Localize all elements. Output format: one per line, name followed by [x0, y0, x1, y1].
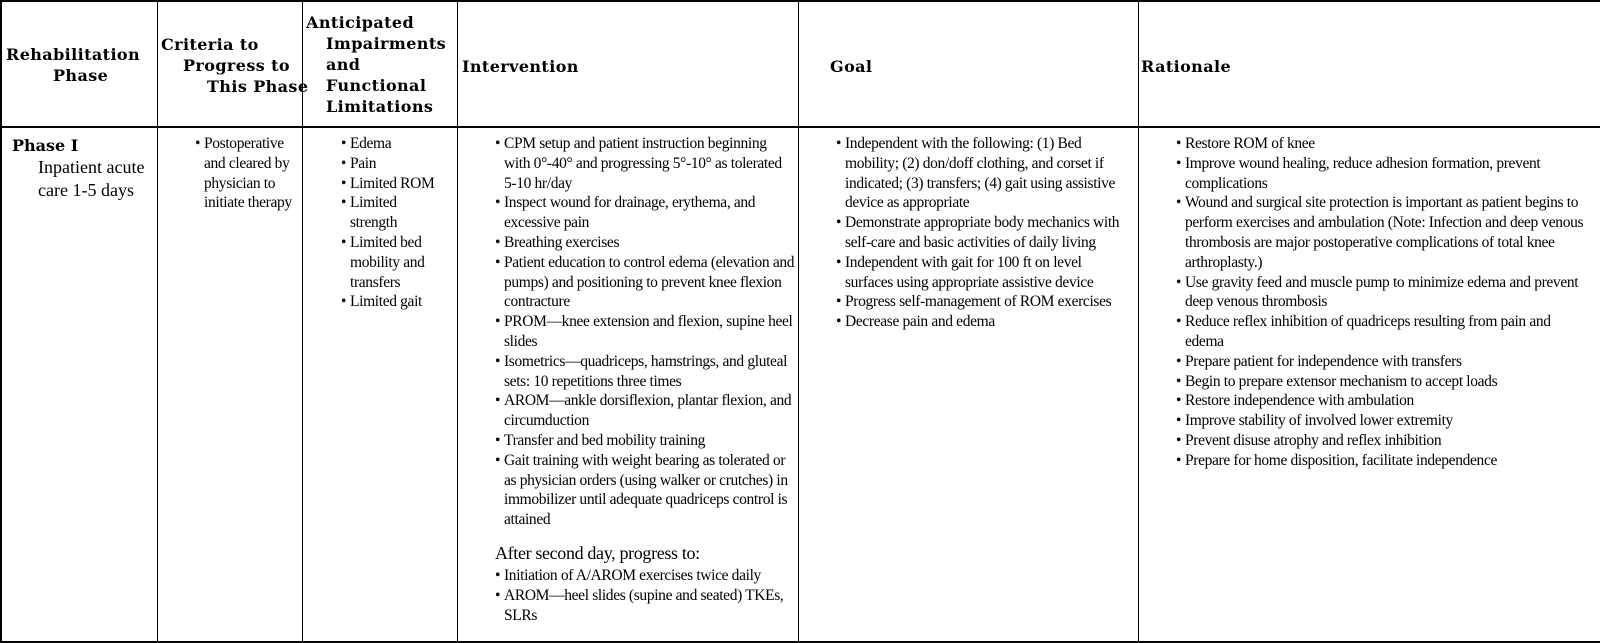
- column-divider: [1138, 0, 1139, 643]
- impairments-cell: [341, 134, 447, 312]
- list-item: • Independent with gait for 100 ft on level surfaces using appropriate assistive device: [836, 253, 1126, 293]
- list-item: • Independent with the following: (1) Bed mobility; (2) don/doff clothing, and corset if indicated; (3) transfers; (4) gait using assistive device as appropriate: [836, 134, 1126, 213]
- list-item: • Patient education to control edema (elevation and pumps) and positioning to prevent knee flexion contracture: [495, 253, 795, 312]
- header-goal: Goal: [830, 57, 873, 76]
- rationale-cell: [1176, 134, 1586, 471]
- header-divider: [0, 126, 1600, 128]
- list-item: • Prepare for home disposition, facilitate independence: [1176, 451, 1586, 471]
- list-item: • CPM setup and patient instruction beginning with 0°-40° and progressing 5°-10° as tolerated 5-10 hr/day: [495, 134, 795, 193]
- list-item: • Breathing exercises: [495, 233, 795, 253]
- list-item: • Use gravity feed and muscle pump to minimize edema and prevent deep venous thrombosis: [1176, 273, 1586, 313]
- column-divider: [798, 0, 799, 643]
- list-item: • Inspect wound for drainage, erythema, and excessive pain: [495, 193, 795, 233]
- list-item: • Edema: [341, 134, 447, 154]
- list-item: • Progress self-management of ROM exercises: [836, 292, 1126, 312]
- goal-cell: [836, 134, 1126, 332]
- column-divider: [157, 0, 158, 643]
- list-item: • Demonstrate appropriate body mechanics with self-care and basic activities of daily living: [836, 213, 1126, 253]
- list-item: • Restore ROM of knee: [1176, 134, 1586, 154]
- list-item: • Limited gait: [341, 292, 447, 312]
- header-impairments: Anticipated Impairments and Functional Limitations: [306, 13, 447, 116]
- list-item: • Limited bed mobility and transfers: [341, 233, 447, 292]
- list-item: • Isometrics—quadriceps, hamstrings, and gluteal sets: 10 repetitions three times: [495, 352, 795, 392]
- list-item: • Improve wound healing, reduce adhesion formation, prevent complications: [1176, 154, 1586, 194]
- list-item: • Restore independence with ambulation: [1176, 391, 1586, 411]
- list-item: • AROM—heel slides (supine and seated) TKEs, SLRs: [495, 586, 795, 626]
- list-item: • Limited ROM: [341, 174, 447, 194]
- column-divider: [457, 0, 458, 643]
- header-criteria: Criteria to Progress to This Phase: [161, 35, 309, 96]
- list-item: • Begin to prepare extensor mechanism to accept loads: [1176, 372, 1586, 392]
- list-item: • Limited strength: [341, 193, 447, 233]
- list-item: • Pain: [341, 154, 447, 174]
- list-item: • Postoperative and cleared by physician to initiate therapy: [195, 134, 299, 213]
- list-item: • Improve stability of involved lower extremity: [1176, 411, 1586, 431]
- header-rationale: Rationale: [1141, 57, 1232, 76]
- list-item: • PROM—knee extension and flexion, supine heel slides: [495, 312, 795, 352]
- intervention-cell: [495, 134, 795, 625]
- header-intervention: Intervention: [462, 57, 579, 76]
- list-item: • Initiation of A/AROM exercises twice daily: [495, 566, 795, 586]
- phase-subtitle: Inpatient acute care 1-5 days: [38, 157, 145, 200]
- list-item: • AROM—ankle dorsiflexion, plantar flexion, and circumduction: [495, 391, 795, 431]
- phase-cell: [12, 136, 148, 202]
- list-item: • Reduce reflex inhibition of quadriceps resulting from pain and edema: [1176, 312, 1586, 352]
- list-item: • Prevent disuse atrophy and reflex inhibition: [1176, 431, 1586, 451]
- criteria-cell: [195, 134, 299, 213]
- list-item: • Wound and surgical site protection is important as patient begins to perform exercises and ambulation (Note: Infection and deep venous thrombosis are major postoperative complications of total knee arthroplasty.): [1176, 193, 1586, 272]
- phase-title: Phase I: [12, 136, 79, 155]
- intervention-subheading: After second day, progress to:: [495, 542, 700, 563]
- list-item: • Gait training with weight bearing as tolerated or as physician orders (using walker or crutches) in immobilizer until adequate quadriceps control is attained: [495, 451, 795, 530]
- header-rehabilitation-phase: Rehabilitation Phase: [6, 45, 141, 85]
- list-item: • Decrease pain and edema: [836, 312, 1126, 332]
- list-item: • Prepare patient for independence with transfers: [1176, 352, 1586, 372]
- list-item: • Transfer and bed mobility training: [495, 431, 795, 451]
